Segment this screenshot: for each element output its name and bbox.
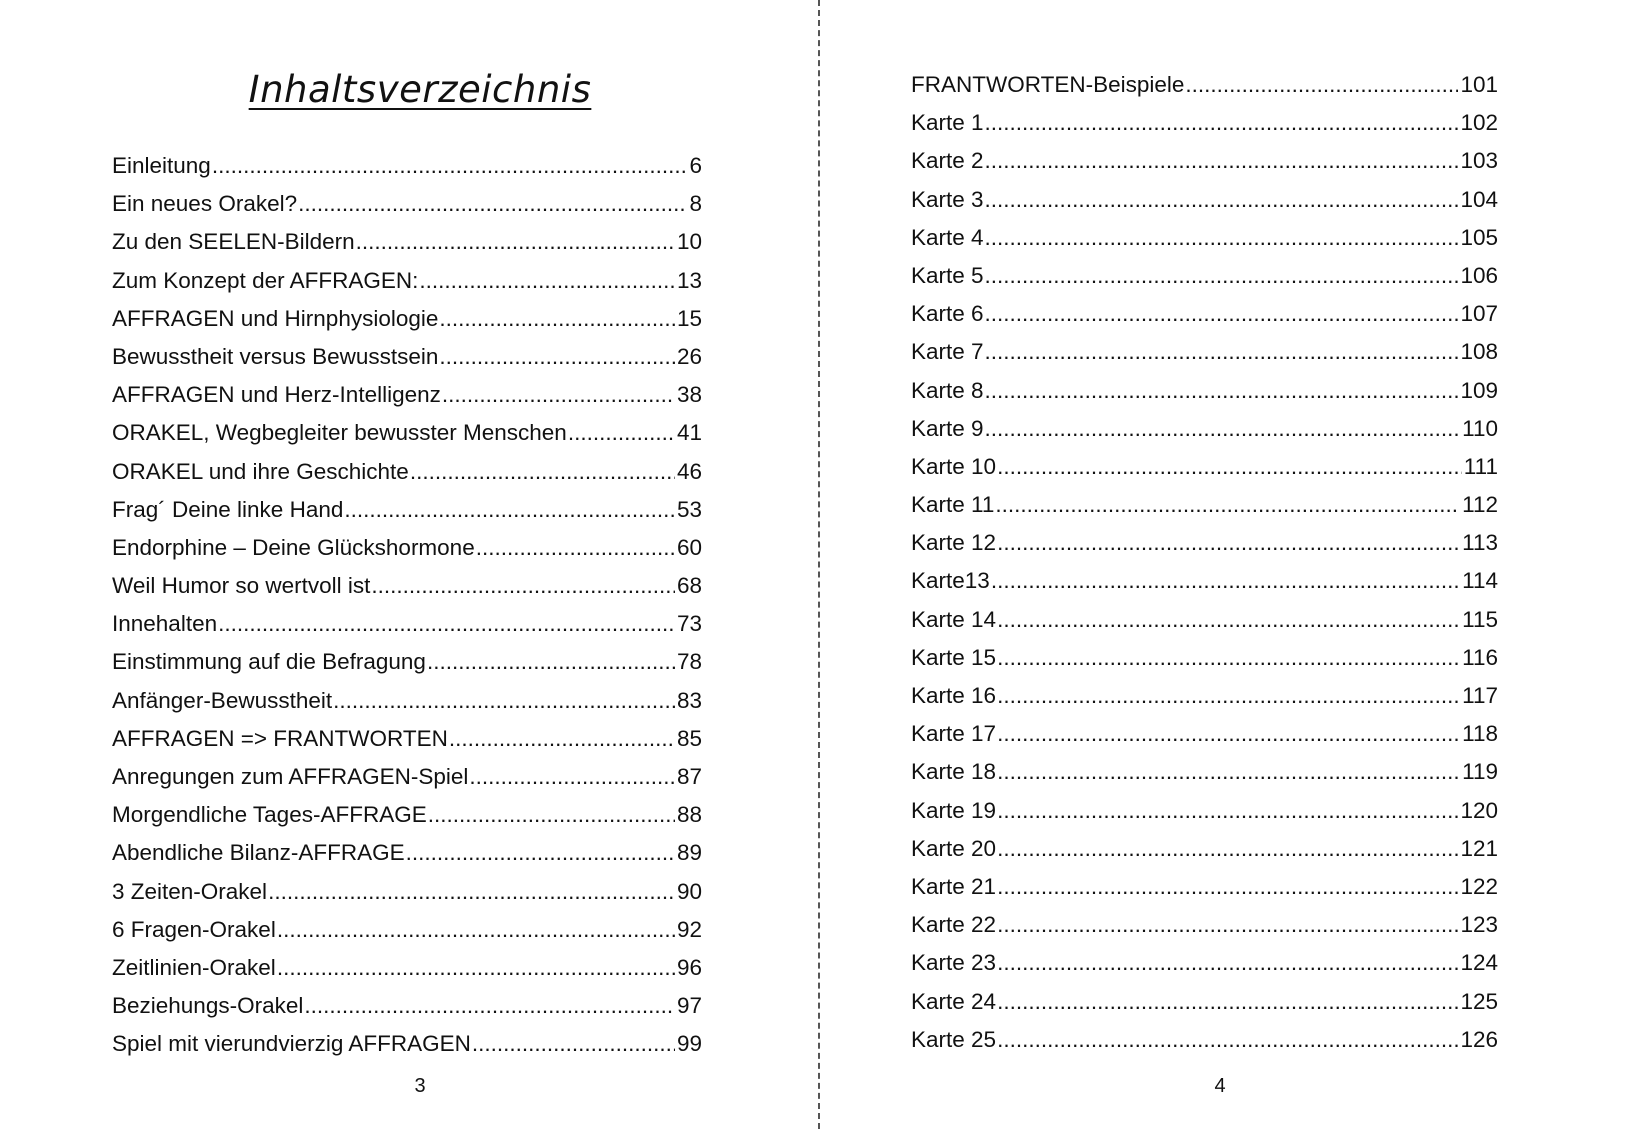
toc-entry-page: 123 — [1460, 912, 1498, 938]
toc-dot-leader — [985, 295, 1459, 333]
toc-entry-title: AFFRAGEN und Herz-Intelligenz — [112, 382, 441, 408]
toc-entry[interactable] — [112, 834, 702, 872]
toc-dot-leader — [997, 639, 1460, 677]
toc-entry[interactable] — [112, 873, 702, 911]
toc-entry-title: Anfänger-Bewusstheit — [112, 687, 333, 713]
toc-dot-leader — [476, 529, 675, 567]
toc-dot-leader — [997, 601, 1460, 639]
toc-entry[interactable] — [911, 983, 1498, 1021]
toc-dot-leader — [985, 142, 1459, 180]
toc-entry-page: 83 — [676, 687, 702, 713]
toc-entry-title: Karte 19 — [911, 797, 997, 823]
toc-entry-title: Zeitlinien-Orakel — [112, 954, 276, 980]
toc-entry[interactable] — [911, 295, 1498, 333]
toc-dot-leader — [277, 949, 675, 987]
toc-entry-page: 87 — [676, 764, 702, 789]
toc-entry-title: Karte 18 — [911, 759, 997, 785]
toc-dot-leader — [428, 796, 675, 834]
toc-entry-page: 106 — [1460, 262, 1498, 288]
toc-entry[interactable] — [911, 104, 1498, 142]
toc-dot-leader — [997, 753, 1460, 791]
toc-entry[interactable] — [911, 66, 1498, 104]
toc-entry-page: 115 — [1462, 606, 1498, 632]
toc-entry[interactable] — [112, 987, 702, 1025]
toc-entry-title: Bewusstheit versus Bewusstsein — [112, 343, 439, 369]
toc-entry-page: 105 — [1460, 224, 1498, 250]
toc-entry[interactable] — [112, 414, 702, 452]
toc-entry-page: 120 — [1460, 797, 1498, 823]
toc-entry[interactable] — [911, 219, 1498, 257]
toc-entry-page: 119 — [1462, 759, 1498, 785]
toc-dot-leader — [333, 682, 675, 720]
toc-entry[interactable] — [112, 185, 702, 223]
toc-entry[interactable] — [112, 453, 702, 491]
toc-entry[interactable] — [112, 643, 702, 681]
toc-entry[interactable] — [911, 142, 1498, 180]
toc-dot-leader — [212, 147, 688, 185]
toc-entry[interactable] — [911, 944, 1498, 982]
toc-entry-page: 104 — [1460, 186, 1498, 212]
toc-entry[interactable] — [911, 181, 1498, 219]
toc-entry-page: 126 — [1460, 1026, 1498, 1052]
page-number-right: 4 — [1214, 1075, 1226, 1097]
toc-entry-page: 121 — [1460, 835, 1498, 861]
toc-entry-title: Karte 11 — [911, 492, 995, 518]
toc-entry-title: Endorphine – Deine Glückshormone — [112, 534, 475, 560]
toc-entry[interactable] — [112, 147, 702, 185]
toc-entry-page: 46 — [676, 458, 702, 484]
toc-entry-title: Zu den SEELEN-Bildern — [112, 229, 355, 255]
toc-entry-title: Ein neues Orakel? — [112, 191, 298, 217]
toc-entry-title: Karte 23 — [911, 950, 997, 976]
toc-entry-page: 13 — [676, 267, 702, 293]
toc-entry-page: 92 — [676, 916, 702, 942]
toc-entry-page: 118 — [1462, 721, 1498, 747]
toc-entry-title: Abendliche Bilanz-AFFRAGE — [112, 840, 405, 866]
toc-entry-title: Karte 1 — [911, 110, 984, 136]
toc-entry[interactable] — [112, 911, 702, 949]
toc-entry-page: 8 — [689, 191, 702, 217]
toc-entry-title: Karte 20 — [911, 835, 997, 861]
toc-entry-title: Zum Konzept der AFFRAGEN: — [112, 267, 419, 293]
toc-dot-leader — [442, 376, 675, 414]
toc-dot-leader — [985, 181, 1459, 219]
toc-entry-title: Frag´ Deine linke Hand — [112, 496, 344, 522]
toc-entry-title: 6 Fragen-Orakel — [112, 916, 276, 942]
toc-entry-title: Karte 25 — [911, 1026, 997, 1052]
toc-entry-title: Karte 15 — [911, 644, 997, 670]
toc-entry[interactable] — [112, 529, 702, 567]
toc-entry-page: 68 — [676, 573, 702, 599]
toc-entry[interactable] — [112, 300, 702, 338]
toc-dot-leader — [427, 643, 675, 681]
toc-dot-leader — [997, 830, 1458, 868]
toc-dot-leader — [344, 491, 675, 529]
toc-dot-leader — [997, 715, 1460, 753]
toc-entry-title: Karte 6 — [911, 301, 984, 327]
toc-entry-page: 53 — [676, 496, 702, 522]
toc-entry-title: Karte 7 — [911, 339, 984, 365]
toc-entry-title: Weil Humor so wertvoll ist — [112, 573, 371, 599]
toc-entry-page: 97 — [676, 993, 702, 1019]
toc-dot-leader — [371, 567, 675, 605]
toc-entry-title: Karte 14 — [911, 606, 997, 632]
toc-entry-page: 85 — [676, 725, 702, 751]
toc-dot-leader — [218, 605, 675, 643]
toc-entry-page: 96 — [676, 954, 702, 980]
toc-entry[interactable] — [112, 262, 702, 300]
toc-entry[interactable] — [911, 715, 1498, 753]
toc-entry-page: 15 — [676, 305, 702, 331]
toc-entry-title: Innehalten — [112, 611, 218, 637]
toc-dot-leader — [991, 562, 1460, 600]
toc-entry-title: Spiel mit vierundvierzig AFFRAGEN — [112, 1031, 471, 1057]
toc-entry-page: 110 — [1462, 415, 1498, 441]
toc-entry[interactable] — [911, 753, 1498, 791]
toc-entry[interactable] — [112, 1025, 702, 1063]
toc-dot-leader — [995, 486, 1460, 524]
toc-entry[interactable] — [911, 601, 1498, 639]
toc-dot-leader — [439, 300, 675, 338]
toc-entry-title: Karte 17 — [911, 721, 997, 747]
toc-entry[interactable] — [911, 410, 1498, 448]
toc-dot-leader — [985, 257, 1459, 295]
toc-entry-page: 122 — [1460, 873, 1498, 899]
toc-entry-title: Karte 3 — [911, 186, 984, 212]
toc-entry-page: 78 — [676, 649, 702, 675]
toc-entry-title: Karte 4 — [911, 224, 984, 250]
toc-entry[interactable] — [112, 796, 702, 834]
toc-dot-leader — [997, 1021, 1458, 1059]
toc-entry[interactable] — [112, 491, 702, 529]
toc-entry-page: 107 — [1460, 301, 1498, 327]
toc-entry-page: 117 — [1462, 683, 1498, 708]
toc-entry-title: ORAKEL und ihre Geschichte — [112, 458, 409, 484]
toc-entry[interactable] — [112, 223, 702, 261]
toc-entry-page: 111 — [1463, 453, 1498, 479]
toc-entry-title: AFFRAGEN und Hirnphysiologie — [112, 305, 439, 331]
toc-dot-leader — [304, 987, 675, 1025]
toc-entry[interactable] — [112, 376, 702, 414]
toc-dot-leader — [985, 372, 1459, 410]
toc-entry-title: Karte 22 — [911, 912, 997, 938]
toc-dot-leader — [356, 223, 675, 261]
toc-dot-leader — [1185, 66, 1458, 104]
toc-entry-page: 99 — [676, 1031, 702, 1057]
toc-entry-page: 101 — [1460, 72, 1498, 97]
toc-entry-title: ORAKEL, Wegbegleiter bewusster Menschen — [112, 420, 567, 446]
toc-entry-page: 125 — [1460, 988, 1498, 1014]
toc-entry[interactable] — [911, 792, 1498, 830]
toc-entry-page: 73 — [676, 611, 702, 637]
toc-dot-leader — [997, 448, 1462, 486]
toc-list-right — [911, 66, 1498, 1059]
toc-entry[interactable] — [911, 524, 1498, 562]
toc-dot-leader — [419, 262, 675, 300]
toc-dot-leader — [439, 338, 675, 376]
toc-entry-title: Karte 21 — [911, 873, 997, 899]
toc-entry-page: 102 — [1460, 110, 1498, 136]
toc-entry-page: 116 — [1462, 644, 1498, 670]
toc-entry-title: Karte 9 — [911, 415, 984, 441]
toc-entry-page: 38 — [676, 382, 702, 408]
toc-entry-title: Einleitung — [112, 153, 211, 178]
toc-entry-page: 103 — [1460, 148, 1498, 174]
toc-entry[interactable] — [112, 682, 702, 720]
toc-entry-title: Karte 8 — [911, 377, 984, 403]
toc-entry[interactable] — [112, 338, 702, 376]
toc-entry-title: Karte13 — [911, 568, 990, 594]
toc-dot-leader — [277, 911, 675, 949]
toc-entry-page: 109 — [1460, 377, 1498, 403]
toc-dot-leader — [410, 453, 675, 491]
page-number-left: 3 — [414, 1075, 426, 1097]
toc-dot-leader — [469, 758, 675, 796]
toc-entry[interactable] — [911, 333, 1498, 371]
right-page — [820, 0, 1626, 1129]
toc-dot-leader — [298, 185, 687, 223]
toc-entry-page: 108 — [1460, 339, 1498, 365]
toc-dot-leader — [997, 524, 1460, 562]
toc-entry-title: Beziehungs-Orakel — [112, 993, 304, 1019]
toc-dot-leader — [449, 720, 675, 758]
toc-entry[interactable] — [911, 372, 1498, 410]
toc-entry[interactable] — [911, 486, 1498, 524]
toc-entry-page: 114 — [1462, 568, 1498, 594]
toc-dot-leader — [268, 873, 675, 911]
toc-dot-leader — [985, 333, 1459, 371]
toc-list-left — [112, 147, 702, 1064]
toc-entry[interactable] — [112, 758, 702, 796]
toc-dot-leader — [472, 1025, 675, 1063]
toc-entry[interactable] — [911, 448, 1498, 486]
toc-dot-leader — [997, 944, 1458, 982]
toc-entry[interactable] — [911, 868, 1498, 906]
toc-entry-page: 88 — [676, 802, 702, 828]
toc-dot-leader — [568, 414, 675, 452]
toc-entry-title: Einstimmung auf die Befragung — [112, 649, 426, 675]
toc-entry-title: AFFRAGEN => FRANTWORTEN — [112, 725, 448, 751]
toc-entry[interactable] — [911, 906, 1498, 944]
toc-entry[interactable] — [911, 830, 1498, 868]
toc-entry-page: 26 — [676, 343, 702, 369]
toc-entry-title: 3 Zeiten-Orakel — [112, 878, 268, 904]
toc-entry-title: Anregungen zum AFFRAGEN-Spiel — [112, 764, 469, 789]
toc-entry[interactable] — [911, 257, 1498, 295]
toc-heading: Inhaltsverzeichnis — [248, 68, 592, 111]
toc-entry[interactable] — [911, 562, 1498, 600]
toc-dot-leader — [985, 219, 1459, 257]
toc-dot-leader — [985, 104, 1459, 142]
toc-entry-page: 10 — [676, 229, 702, 255]
toc-entry-title: Karte 10 — [911, 453, 997, 479]
toc-entry-page: 124 — [1460, 950, 1498, 976]
toc-dot-leader — [997, 983, 1458, 1021]
toc-dot-leader — [406, 834, 675, 872]
toc-entry[interactable] — [112, 567, 702, 605]
toc-dot-leader — [997, 906, 1458, 944]
toc-entry-page: 60 — [676, 534, 702, 560]
toc-entry-page: 90 — [676, 878, 702, 904]
toc-entry-title: Karte 16 — [911, 683, 997, 708]
toc-entry-page: 89 — [676, 840, 702, 866]
toc-dot-leader — [997, 868, 1458, 906]
toc-entry-title: FRANTWORTEN-Beispiele — [911, 72, 1185, 97]
toc-entry-title: Karte 24 — [911, 988, 997, 1014]
toc-entry-title: Karte 12 — [911, 530, 997, 556]
toc-dot-leader — [997, 792, 1458, 830]
toc-entry-page: 6 — [689, 153, 702, 178]
toc-dot-leader — [997, 677, 1460, 715]
toc-entry[interactable] — [911, 639, 1498, 677]
toc-entry[interactable] — [911, 1021, 1498, 1059]
toc-entry[interactable] — [112, 949, 702, 987]
toc-entry-title: Morgendliche Tages-AFFRAGE — [112, 802, 427, 828]
toc-entry-page: 41 — [676, 420, 702, 446]
toc-entry[interactable] — [112, 605, 702, 643]
toc-entry-page: 113 — [1462, 530, 1498, 556]
toc-entry-title: Karte 2 — [911, 148, 984, 174]
toc-entry-title: Karte 5 — [911, 262, 984, 288]
toc-entry[interactable] — [112, 720, 702, 758]
toc-entry-page: 112 — [1462, 492, 1498, 518]
toc-dot-leader — [985, 410, 1461, 448]
toc-entry[interactable] — [911, 677, 1498, 715]
